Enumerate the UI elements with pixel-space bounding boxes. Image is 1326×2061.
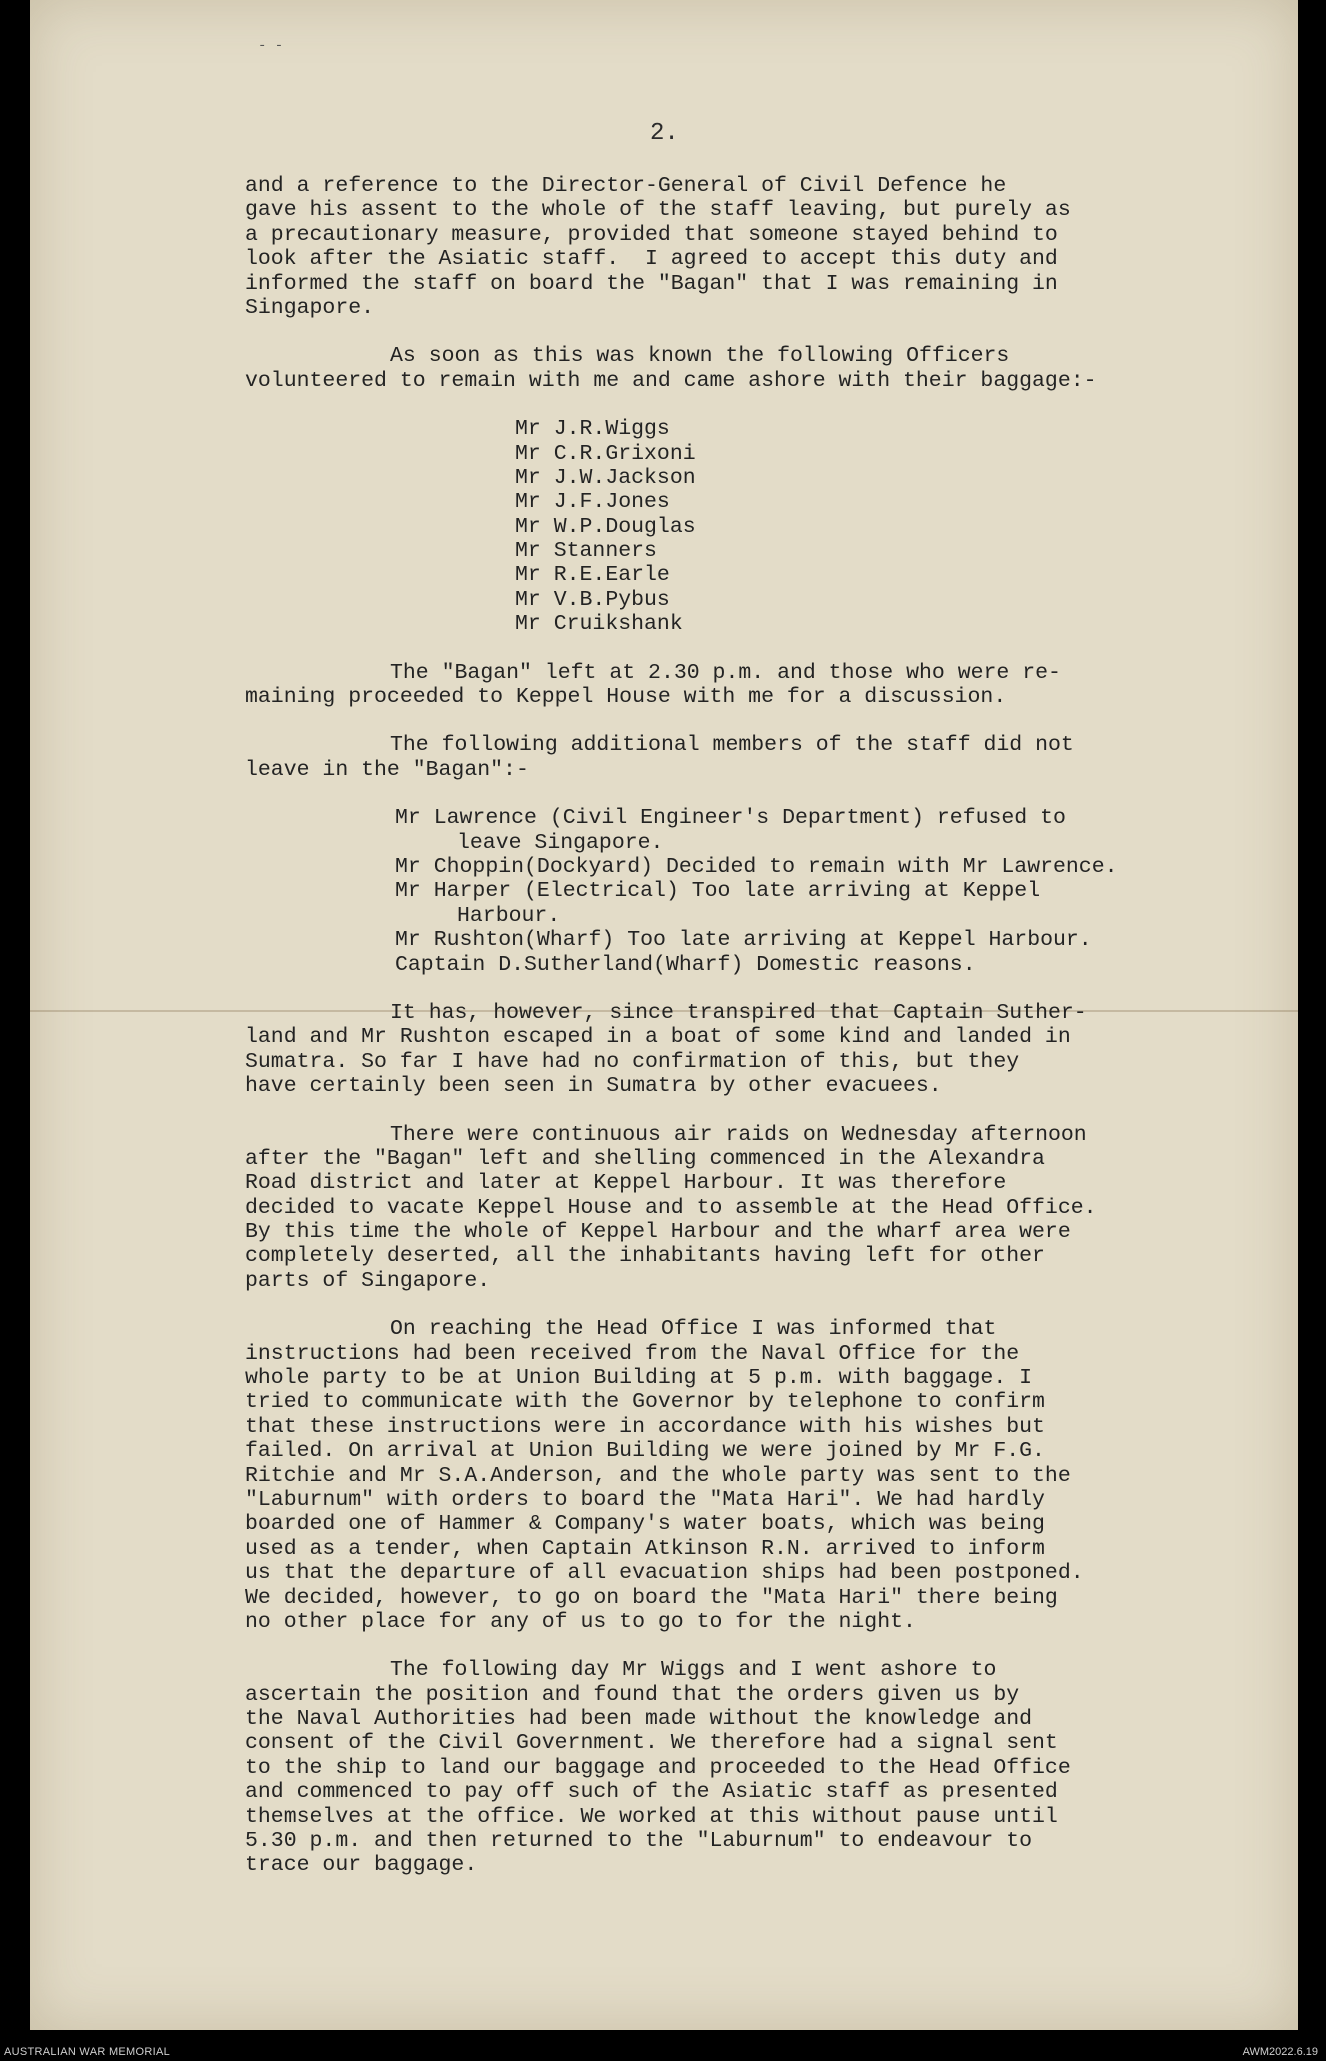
text-line: a precautionary measure, provided that someone stayed behind to bbox=[245, 222, 1058, 247]
paragraph-5 bbox=[245, 1001, 1265, 1099]
paragraph-7 bbox=[245, 1317, 1265, 1634]
paragraph-6 bbox=[245, 1123, 1265, 1294]
text-line: parts of Singapore. bbox=[245, 1268, 491, 1293]
document-page bbox=[30, 0, 1298, 2030]
page-number: 2. bbox=[650, 120, 679, 147]
text-line: On reaching the Head Office I was informed that bbox=[390, 1317, 997, 1342]
text-line: themselves at the office. We worked at this without pause until bbox=[245, 1804, 1058, 1829]
list-item: Mr J.F.Jones bbox=[515, 490, 670, 515]
text-line: decided to vacate Keppel House and to assemble at the Head Office. bbox=[245, 1195, 1097, 1220]
list-item: Mr Choppin(Dockyard) Decided to remain with Mr Lawrence. bbox=[395, 854, 1118, 879]
volunteer-staff-list bbox=[245, 417, 1265, 637]
text-line: tried to communicate with the Governor by telephone to confirm bbox=[245, 1390, 1045, 1415]
text-line: no other place for any of us to go to for the night. bbox=[245, 1609, 916, 1634]
text-line: The "Bagan" left at 2.30 p.m. and those who were re- bbox=[390, 660, 1061, 685]
paragraph-8 bbox=[245, 1658, 1265, 1878]
text-line: that these instructions were in accordance with his wishes but bbox=[245, 1414, 1045, 1439]
list-item: Mr Cruikshank bbox=[515, 612, 683, 637]
text-line: instructions had been received from the Naval Office for the bbox=[245, 1341, 1020, 1366]
paragraph-3 bbox=[245, 661, 1265, 710]
text-line: leave in the "Bagan":- bbox=[245, 757, 529, 782]
paragraph-1 bbox=[245, 174, 1265, 320]
list-item: Mr Stanners bbox=[515, 539, 657, 564]
corner-mark: - - bbox=[258, 38, 284, 54]
paragraph-2 bbox=[245, 344, 1265, 393]
list-item: Mr W.P.Douglas bbox=[515, 514, 696, 539]
list-item: Mr J.W.Jackson bbox=[515, 465, 696, 490]
text-line: trace our baggage. bbox=[245, 1853, 478, 1878]
text-line: maining proceeded to Keppel House with me for a discussion. bbox=[245, 685, 1007, 710]
text-line: informed the staff on board the "Bagan" that I was remaining in bbox=[245, 271, 1058, 296]
text-line: ascertain the position and found that the orders given us by bbox=[245, 1682, 1020, 1707]
list-item-continuation: Harbour. bbox=[457, 903, 561, 928]
footer-institution: AUSTRALIAN WAR MEMORIAL bbox=[4, 2046, 171, 2058]
text-line: "Laburnum" with orders to board the "Mata Hari". We had hardly bbox=[245, 1487, 1045, 1512]
text-line: volunteered to remain with me and came ashore with their baggage:- bbox=[245, 368, 1097, 393]
text-line: us that the departure of all evacuation ships had been postponed. bbox=[245, 1561, 1084, 1586]
text-line: We decided, however, to go on board the "Mata Hari" there being bbox=[245, 1585, 1058, 1610]
text-line: failed. On arrival at Union Building we were joined by Mr F.G. bbox=[245, 1439, 1045, 1464]
text-line: Road district and later at Keppel Harbour. It was therefore bbox=[245, 1171, 1007, 1196]
text-line: The following additional members of the staff did not bbox=[390, 733, 1074, 758]
text-line: 5.30 p.m. and then returned to the "Laburnum" to endeavour to bbox=[245, 1829, 1033, 1854]
text-line: boarded one of Hammer & Company's water boats, which was being bbox=[245, 1512, 1045, 1537]
text-line: after the "Bagan" left and shelling commenced in the Alexandra bbox=[245, 1146, 1045, 1171]
list-item: Mr C.R.Grixoni bbox=[515, 441, 696, 466]
list-item: Mr R.E.Earle bbox=[515, 563, 670, 588]
text-line: By this time the whole of Keppel Harbour and the wharf area were bbox=[245, 1220, 1071, 1245]
footer-accession-number: AWM2022.6.19 bbox=[1242, 2046, 1318, 2058]
text-line: and commenced to pay off such of the Asiatic staff as presented bbox=[245, 1780, 1058, 1805]
text-line: It has, however, since transpired that Captain Suther- bbox=[390, 1000, 1087, 1025]
text-line: whole party to be at Union Building at 5 p.m. with baggage. I bbox=[245, 1366, 1033, 1391]
remaining-staff-list bbox=[245, 806, 1265, 977]
text-line: consent of the Civil Government. We therefore had a signal sent bbox=[245, 1731, 1058, 1756]
list-item: Mr Lawrence (Civil Engineer's Department) refused to bbox=[395, 806, 1066, 831]
paragraph-4 bbox=[245, 733, 1265, 782]
text-line: the Naval Authorities had been made without the knowledge and bbox=[245, 1707, 1033, 1732]
text-line: Singapore. bbox=[245, 295, 375, 320]
list-item: Mr Harper (Electrical) Too late arriving at Keppel bbox=[395, 879, 1041, 904]
text-line: used as a tender, when Captain Atkinson R.N. arrived to inform bbox=[245, 1536, 1045, 1561]
text-line: land and Mr Rushton escaped in a boat of some kind and landed in bbox=[245, 1025, 1071, 1050]
text-line: As soon as this was known the following Officers bbox=[390, 344, 1010, 369]
letter-body bbox=[245, 174, 1265, 1878]
text-line: Sumatra. So far I have had no confirmation of this, but they bbox=[245, 1049, 1020, 1074]
list-item: Captain D.Sutherland(Wharf) Domestic reasons. bbox=[395, 952, 976, 977]
text-line: have certainly been seen in Sumatra by other evacuees. bbox=[245, 1074, 942, 1099]
text-line: look after the Asiatic staff. I agreed to accept this duty and bbox=[245, 247, 1058, 272]
text-line: The following day Mr Wiggs and I went ashore to bbox=[390, 1658, 997, 1683]
text-line: completely deserted, all the inhabitants having left for other bbox=[245, 1244, 1045, 1269]
text-line: and a reference to the Director-General of Civil Defence he bbox=[245, 174, 1007, 198]
list-item: Mr V.B.Pybus bbox=[515, 587, 670, 612]
list-item: Mr Rushton(Wharf) Too late arriving at Keppel Harbour. bbox=[395, 928, 1092, 953]
list-item: Mr J.R.Wiggs bbox=[515, 417, 670, 442]
text-line: gave his assent to the whole of the staff leaving, but purely as bbox=[245, 198, 1071, 223]
text-line: to the ship to land our baggage and proceeded to the Head Office bbox=[245, 1755, 1071, 1780]
text-line: Ritchie and Mr S.A.Anderson, and the whole party was sent to the bbox=[245, 1463, 1071, 1488]
list-item-continuation: leave Singapore. bbox=[457, 830, 664, 855]
text-line: There were continuous air raids on Wednesday afternoon bbox=[390, 1122, 1087, 1147]
